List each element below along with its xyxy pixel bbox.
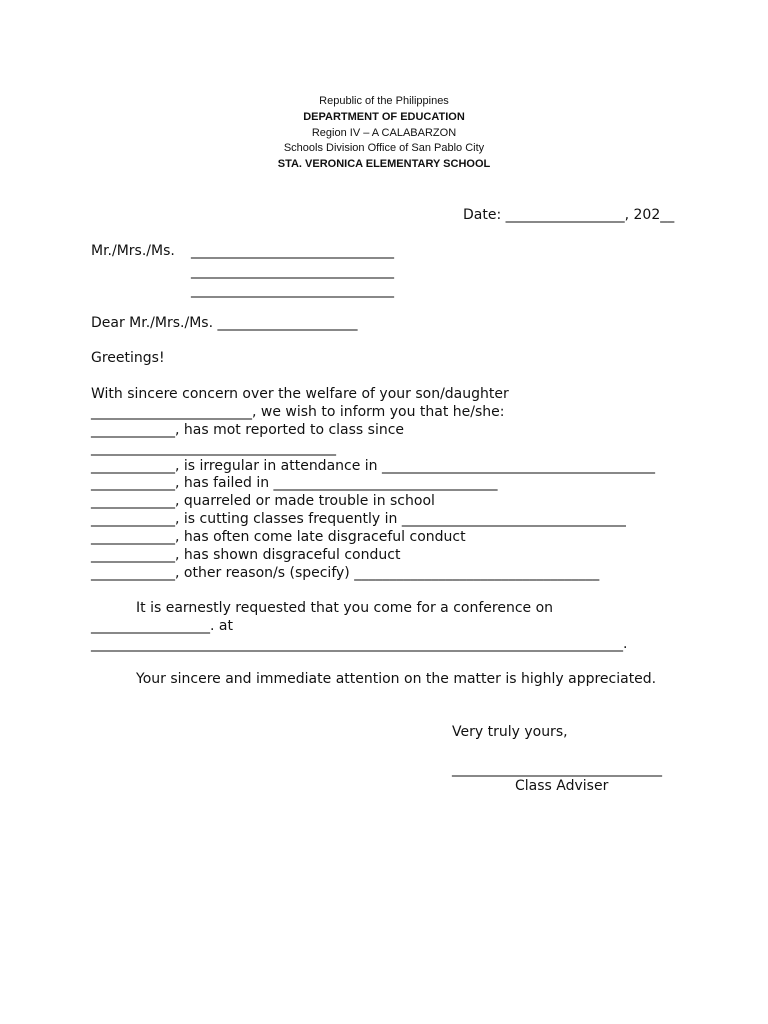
addressee-blank-3: _____________________________ [191, 282, 394, 298]
body-line-10: ____________, has shown disgraceful conduct [91, 547, 401, 563]
body-line-5: ____________, is irregular in attendance in _______________________________________ [91, 458, 655, 474]
body-line-6: ____________, has failed in ________________________________ [91, 475, 498, 491]
letterhead-region: Region IV – A CALABARZON [311, 126, 457, 139]
addressee-blank-1: _____________________________ [191, 243, 394, 259]
body-line-2: _______________________, we wish to inform you that he/she: [91, 404, 505, 420]
addressee-blank-2: _____________________________ [191, 263, 394, 279]
letterhead-department: DEPARTMENT OF EDUCATION [303, 110, 465, 123]
body-line-3: ____________, has mot reported to class since [91, 422, 405, 438]
valediction: Very truly yours, [452, 724, 568, 740]
salutation: Dear Mr./Mrs./Ms. ____________________ [91, 315, 358, 331]
body-line-8: ____________, is cutting classes frequently in ________________________________ [91, 511, 626, 527]
signatory-title: Class Adviser [515, 778, 609, 794]
conference-line-3: ____________________________________________________________________________. [91, 636, 628, 652]
letterhead [0, 94, 768, 173]
addressee-label: Mr./Mrs./Ms. [91, 243, 175, 259]
date-line: Date: _________________, 202__ [463, 207, 675, 223]
signature-line: ______________________________ [452, 761, 662, 777]
conference-line-2: _________________. at [91, 618, 233, 634]
body-line-9: ____________, has often come late disgraceful conduct [91, 529, 466, 545]
letterhead-division: Schools Division Office of San Pablo City [283, 142, 485, 155]
body-line-7: ____________, quarreled or made trouble in school [91, 493, 435, 509]
greeting: Greetings! [91, 350, 165, 366]
closing-paragraph: Your sincere and immediate attention on the matter is highly appreciated. [136, 671, 657, 687]
body-line-1: With sincere concern over the welfare of your son/daughter [91, 386, 509, 402]
conference-line-1: It is earnestly requested that you come for a conference on [136, 600, 554, 616]
body-line-11: ____________, other reason/s (specify) ___________________________________ [91, 565, 600, 581]
letterhead-republic: Republic of the Philippines [319, 95, 449, 107]
body-line-4: ___________________________________ [91, 440, 336, 456]
letterhead-school: STA. VERONICA ELEMENTARY SCHOOL [277, 158, 491, 171]
